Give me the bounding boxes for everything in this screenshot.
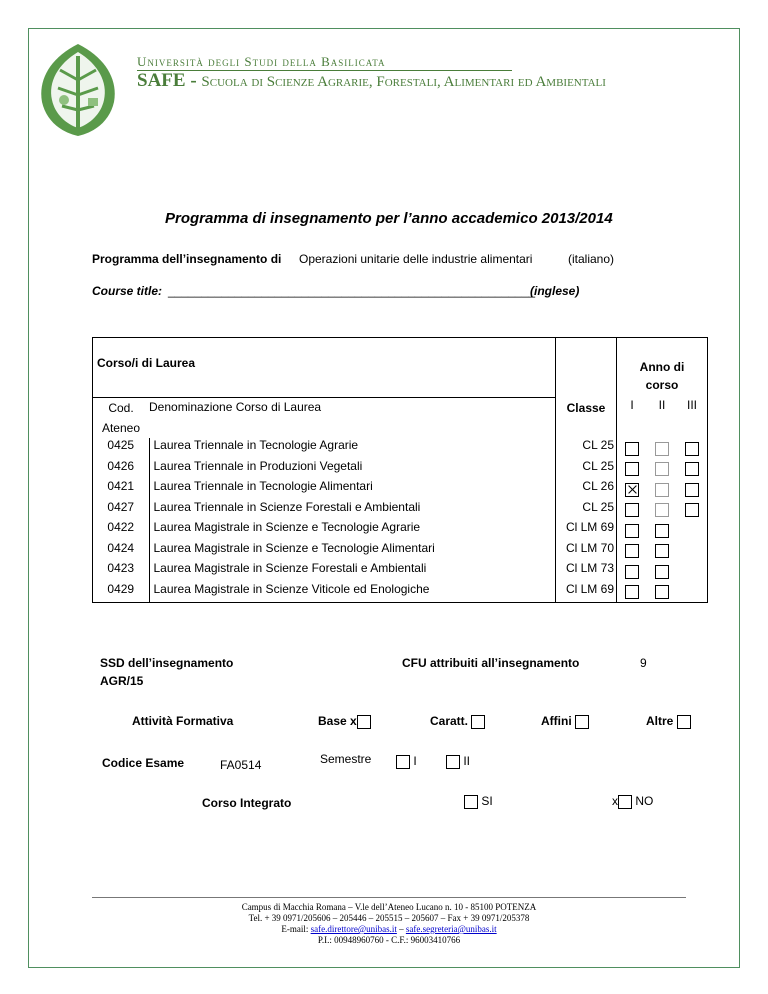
table-row: [93, 459, 708, 480]
row-classe: CL 25: [582, 458, 614, 473]
row-cod: 0424: [107, 540, 135, 555]
attivita-altre-checkbox[interactable]: [677, 715, 691, 729]
attivita-caratt-label: Caratt.: [430, 714, 469, 728]
row-name: Laurea Triennale in Tecnologie Agrarie: [153, 438, 359, 452]
email-direttore-link[interactable]: safe.direttore@unibas.it: [310, 924, 397, 934]
attivita-affini-checkbox[interactable]: [575, 715, 589, 729]
year-checkbox[interactable]: [685, 442, 699, 456]
row-classe: CL 26: [582, 479, 614, 493]
row-classe: CL 25: [582, 499, 614, 514]
leaf-logo-icon: [30, 40, 126, 140]
school-dash: -: [185, 70, 202, 91]
semestre-i-label: I: [413, 754, 417, 768]
year-checkbox[interactable]: [625, 585, 639, 599]
row-cod: 0425: [107, 438, 135, 452]
row-cod: 0421: [107, 479, 135, 493]
year-checkbox[interactable]: [625, 565, 639, 579]
footer-divider: [92, 897, 686, 898]
row-cod: 0422: [107, 520, 135, 534]
integrato-si-checkbox[interactable]: [464, 795, 478, 809]
year-i-header: I: [630, 397, 634, 412]
footer-tax-ids: P.I.: 00948960760 - C.F.: 96003410766: [317, 935, 461, 945]
corsi-header: Corso/i di Laurea: [97, 356, 196, 370]
attivita-caratt: [430, 714, 485, 729]
year-checkbox[interactable]: [655, 524, 669, 538]
year-checkbox[interactable]: [655, 565, 669, 579]
email-segreteria-link[interactable]: safe.segreteria@unibas.it: [405, 924, 497, 934]
semestre-ii-checkbox[interactable]: [446, 755, 460, 769]
semestre-i-checkbox[interactable]: [396, 755, 410, 769]
row-classe: Cl LM 73: [565, 561, 614, 575]
table-row: [93, 479, 708, 500]
row-name: Laurea Magistrale in Scienze e Tecnologie Alimentari: [153, 540, 435, 555]
attivita-altre: [646, 714, 691, 729]
semestre-ii: [446, 754, 470, 769]
row-classe: Cl LM 70: [565, 540, 614, 555]
attivita-base-label: Base x: [318, 714, 357, 728]
footer-email-sep: –: [396, 924, 406, 934]
year-checkbox[interactable]: [655, 483, 669, 497]
year-checkbox[interactable]: [685, 483, 699, 497]
year-checkbox[interactable]: [655, 585, 669, 599]
cfu-label: CFU attribuiti all’insegnamento: [402, 656, 580, 670]
attivita-affini-label: Affini: [541, 714, 572, 728]
year-checkbox[interactable]: [625, 524, 639, 538]
integrato-si-label: SI: [481, 794, 493, 808]
attivita-base-checkbox[interactable]: [357, 715, 371, 729]
classe-header: Classe: [566, 401, 606, 415]
semestre-i: [396, 754, 417, 769]
table-row: [93, 438, 708, 459]
attivita-caratt-checkbox[interactable]: [471, 715, 485, 729]
year-checkbox[interactable]: [685, 462, 699, 476]
ssd-value: AGR/15: [100, 674, 144, 688]
table-row: [93, 500, 708, 521]
row-name: Laurea Magistrale in Scienze Forestali e Ambientali: [153, 561, 427, 575]
table-row: [93, 582, 708, 603]
year-ii-header: II: [658, 397, 666, 412]
row-classe: Cl LM 69: [565, 520, 614, 534]
school-name: [137, 70, 606, 92]
ssd-label: SSD dell’insegnamento: [100, 656, 234, 670]
attivita-affini: [541, 714, 589, 729]
semestre-label: Semestre: [320, 752, 372, 766]
denom-header: Denominazione Corso di Laurea: [149, 400, 322, 414]
table-row: [93, 520, 708, 541]
integrato-label: Corso Integrato: [202, 796, 292, 810]
row-name: Laurea Magistrale in Scienze Viticole ed Enologiche: [153, 581, 430, 596]
program-value: Operazioni unitarie delle industrie alimentari: [299, 252, 533, 266]
year-checkbox[interactable]: [625, 544, 639, 558]
year-checkbox[interactable]: [625, 483, 639, 497]
integrato-si: [464, 794, 493, 809]
year-iii-header: III: [686, 397, 697, 412]
attivita-label: Attività Formativa: [132, 714, 234, 728]
footer-phone: Tel. + 39 0971/205606 – 205446 – 205515 – 205607 – Fax + 39 0971/205378: [248, 913, 530, 923]
semestre-ii-label: II: [463, 754, 471, 768]
footer: [92, 902, 686, 946]
year-checkbox[interactable]: [625, 503, 639, 517]
attivita-altre-label: Altre: [646, 714, 674, 728]
row-name: Laurea Triennale in Tecnologie Alimentari: [153, 479, 373, 493]
footer-address: Campus di Macchia Romana – V.le dell’Ateneo Lucano n. 10 - 85100 POTENZA: [241, 902, 537, 912]
school-acronym: SAFE: [137, 70, 186, 91]
university-name: Università degli Studi della Basilicata: [137, 54, 386, 69]
program-lang: (italiano): [568, 252, 615, 266]
year-checkbox[interactable]: [655, 462, 669, 476]
row-cod: 0427: [107, 499, 135, 514]
course-title-label: Course title:: [92, 284, 163, 298]
page-title: Programma di insegnamento per l’anno accademico 2013/2014: [165, 210, 613, 227]
integrato-no-label: NO: [635, 794, 654, 808]
row-cod: 0426: [107, 458, 135, 473]
row-name: Laurea Triennale in Scienze Forestali e Ambientali: [153, 499, 421, 514]
year-checkbox[interactable]: [655, 442, 669, 456]
attivita-base: [318, 714, 371, 729]
course-title-blank: _______________________________________________________: [168, 284, 536, 298]
footer-email: [92, 924, 686, 935]
courses-table: [92, 337, 708, 603]
integrato-no: [612, 794, 653, 809]
cfu-value: 9: [640, 656, 647, 670]
row-cod: 0423: [107, 561, 135, 575]
row-cod: 0429: [107, 581, 135, 596]
table-row: [93, 541, 708, 562]
integrato-no-checkbox[interactable]: [618, 795, 632, 809]
year-checkbox[interactable]: [625, 462, 639, 476]
anno-header: Anno di corso: [639, 360, 685, 392]
row-classe: CL 25: [582, 438, 614, 452]
program-label: Programma dell’insegnamento di: [92, 252, 282, 266]
course-title-lang: (inglese): [530, 284, 580, 298]
year-checkbox[interactable]: [655, 544, 669, 558]
year-checkbox[interactable]: [655, 503, 669, 517]
cod-header: Cod. Ateneo: [101, 401, 141, 435]
year-checkbox[interactable]: [625, 442, 639, 456]
codice-label: Codice Esame: [102, 756, 185, 770]
footer-email-label: E-mail:: [281, 924, 309, 934]
integrato-no-prefix: x: [612, 794, 618, 808]
year-checkbox[interactable]: [685, 503, 699, 517]
table-row: [93, 561, 708, 582]
row-name: Laurea Magistrale in Scienze e Tecnologie Agrarie: [153, 520, 421, 534]
row-name: Laurea Triennale in Produzioni Vegetali: [153, 458, 363, 473]
codice-value: FA0514: [220, 758, 262, 772]
row-classe: Cl LM 69: [565, 581, 614, 596]
school-full-name: Scuola di Scienze Agrarie, Forestali, Alimentari ed Ambientali: [201, 74, 606, 90]
